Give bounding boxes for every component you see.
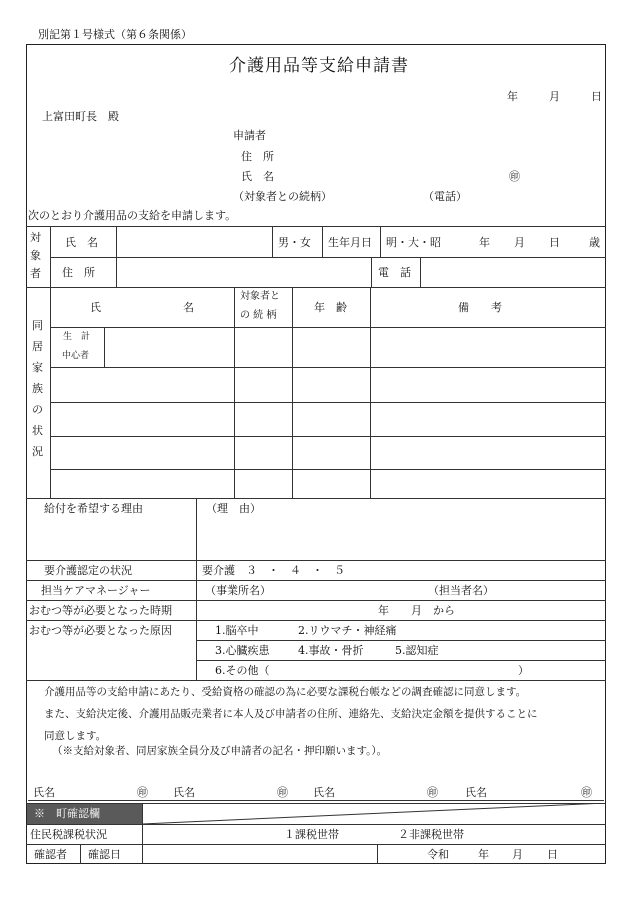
cause-accident[interactable]: 4.事故・骨折 xyxy=(298,644,364,657)
date-month-label: 月 xyxy=(549,90,560,103)
subject-dob-label: 生年月日 xyxy=(328,236,372,249)
livelihood-label-2: 中心者 xyxy=(62,351,90,361)
diaper-start-value[interactable]: 年 月 から xyxy=(378,604,455,617)
office-diagonal-line xyxy=(142,803,606,824)
signature-label-2: 氏名 xyxy=(173,786,195,799)
family-group-label: 同 居 家 族 の 状 況 xyxy=(32,319,43,458)
care-level-options[interactable]: 要介護 ３ ・ ４ ・ ５ xyxy=(202,564,345,577)
signature-seal-4: ㊞ xyxy=(581,786,592,799)
reason-field[interactable]: （理 由） xyxy=(206,502,261,515)
diaper-cause-label: おむつ等が必要となった原因 xyxy=(29,624,172,637)
subject-name-label: 氏 名 xyxy=(65,236,98,249)
date-year-label: 年 xyxy=(507,90,518,103)
subject-name-field[interactable] xyxy=(118,229,270,255)
phone-paren-label: （電話） xyxy=(423,190,467,203)
check-day: 日 xyxy=(547,848,558,861)
subject-address-field[interactable] xyxy=(118,259,370,285)
care-level-label: 要介護認定の状況 xyxy=(44,564,132,577)
reason-label: 給付を希望する理由 xyxy=(44,502,143,515)
family-relation-col-2: の 続 柄 xyxy=(240,310,277,321)
cause-stroke[interactable]: 1.脳卒中 xyxy=(215,624,259,637)
form-frame xyxy=(26,44,606,864)
office-name-label[interactable]: （事業所名） xyxy=(205,584,271,597)
family-remarks-col: 備 考 xyxy=(458,301,502,314)
addressee: 上富田町長 殿 xyxy=(42,110,119,123)
subject-age-unit: 歳 xyxy=(589,236,600,249)
relation-label: （対象者との続柄） xyxy=(233,190,332,203)
check-month: 月 xyxy=(512,848,523,861)
applicant-address-label: 住 所 xyxy=(241,150,274,163)
form-title: 介護用品等支給申請書 xyxy=(229,56,409,76)
form-number-note: 別記第１号様式（第６条関係） xyxy=(38,28,192,41)
subject-era-options[interactable]: 明・大・昭 xyxy=(386,236,441,249)
office-header: ※ 町確認欄 xyxy=(34,807,100,820)
cause-rheumatism[interactable]: 2.リウマチ・神経痛 xyxy=(298,624,397,637)
subject-group-label: 対 象 者 xyxy=(30,231,41,280)
cause-dementia[interactable]: 5.認知症 xyxy=(395,644,439,657)
signature-label-1: 氏名 xyxy=(33,786,55,799)
signature-seal-3: ㊞ xyxy=(427,786,438,799)
livelihood-label-1: 生 計 xyxy=(63,332,91,342)
applicant-label: 申請者 xyxy=(233,129,266,142)
consent-line-2: また、支給決定後、介護用品販売業者に本人及び申請者の住所、連絡先、支給決定金額を提供することに xyxy=(44,708,538,720)
consent-line-1: 介護用品等の支給申請にあたり、受給資格の確認の為に必要な課税台帳などの調査確認に同意します。 xyxy=(44,686,527,698)
cause-other[interactable]: 6.その他（ xyxy=(215,664,270,677)
applicant-seal: ㊞ xyxy=(509,170,520,183)
subject-dob-day: 日 xyxy=(549,236,560,249)
check-year: 年 xyxy=(478,848,489,861)
signature-label-4: 氏名 xyxy=(465,786,487,799)
signature-seal-1: ㊞ xyxy=(137,786,148,799)
person-name-label[interactable]: （担当者名） xyxy=(428,584,494,597)
consent-line-3: 同意します。 xyxy=(44,730,107,742)
subject-phone-label: 電 話 xyxy=(378,266,411,279)
family-name-col-a: 氏 xyxy=(90,301,101,314)
tax-option-exempt[interactable]: ２非課税世帯 xyxy=(398,828,464,841)
subject-address-label: 住 所 xyxy=(62,266,95,279)
family-name-col-b: 名 xyxy=(183,301,194,314)
intro-text: 次のとおり介護用品の支給を申請します。 xyxy=(28,209,237,222)
applicant-name-label: 氏 名 xyxy=(241,170,274,183)
signature-label-3: 氏名 xyxy=(313,786,335,799)
signature-seal-2: ㊞ xyxy=(277,786,288,799)
cause-heart[interactable]: 3.心臓疾患 xyxy=(215,644,270,657)
checker-label: 確認者 xyxy=(34,848,67,861)
subject-dob-year: 年 xyxy=(479,236,490,249)
subject-gender-options[interactable]: 男・女 xyxy=(278,236,311,249)
tax-status-label: 住民税課税状況 xyxy=(30,828,107,841)
tax-option-taxed[interactable]: １課税世帯 xyxy=(284,828,339,841)
care-manager-label: 担当ケアマネージャー xyxy=(41,584,151,597)
check-date-label: 確認日 xyxy=(88,848,121,861)
cause-other-close: ） xyxy=(518,664,529,677)
diaper-start-label: おむつ等が必要となった時期 xyxy=(29,604,172,617)
subject-dob-month: 月 xyxy=(514,236,525,249)
family-age-col: 年 齢 xyxy=(314,301,347,314)
consent-line-4: （※支給対象者、同居家族全員分及び申請者の記名・押印願います。）。 xyxy=(52,745,388,757)
check-era: 令和 xyxy=(427,848,449,861)
date-day-label: 日 xyxy=(591,90,602,103)
subject-phone-field[interactable] xyxy=(422,259,604,285)
family-relation-col-1: 対象者と xyxy=(240,291,280,302)
